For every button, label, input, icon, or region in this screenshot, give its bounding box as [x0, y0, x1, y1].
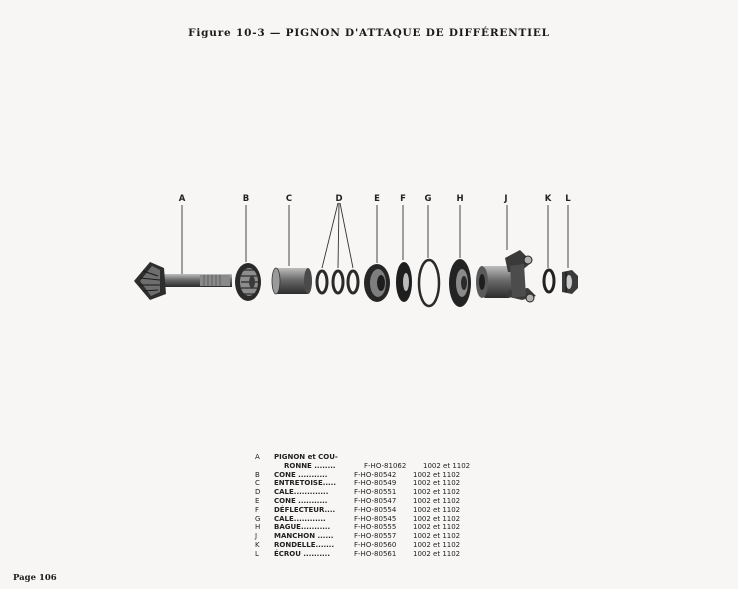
callout-g: G [424, 194, 432, 204]
part-number: F-HO-80560 [354, 540, 397, 549]
part-name: BAGUE........... [274, 523, 331, 532]
part-number: F-HO-80542 [354, 470, 397, 479]
part-d-shims [317, 271, 358, 293]
part-number: F-HO-80547 [354, 496, 397, 505]
part-models: 1002 et 1102 [413, 532, 461, 541]
part-models: 1002 et 1102 [413, 514, 461, 523]
legend-row [255, 550, 483, 559]
part-a-pinion-shaft [134, 262, 232, 300]
part-models: 1002 et 1102 [413, 505, 461, 514]
part-number: F-HO-81062 [364, 461, 407, 470]
callout-e: E [374, 194, 380, 204]
part-letter: E [255, 496, 260, 505]
part-models: 1002 et 1102 [413, 540, 461, 549]
part-name: PIGNON et COU- [274, 453, 338, 461]
part-number: F-HO-80555 [354, 523, 397, 532]
legend-row [255, 471, 483, 480]
part-e-cone [364, 264, 390, 302]
part-models: 1002 et 1102 [413, 470, 461, 479]
callout-l: L [565, 194, 571, 204]
part-b-cone [235, 263, 261, 301]
part-models: 1002 et 1102 [413, 488, 461, 497]
part-name: RONDELLE....... [274, 540, 335, 549]
part-models: 1002 et 1102 [413, 479, 461, 488]
parts-legend [255, 453, 483, 559]
part-models: 1002 et 1102 [423, 461, 471, 470]
legend-row [255, 479, 483, 488]
part-letter: K [255, 540, 260, 549]
part-f-deflector [396, 262, 412, 302]
part-name: CALE............ [274, 514, 326, 523]
legend-row [255, 453, 483, 462]
callout-a: A [178, 194, 186, 204]
part-g-shim [419, 260, 439, 306]
callout-k: K [544, 194, 552, 204]
part-models: 1002 et 1102 [413, 523, 461, 532]
part-letter: G [255, 514, 261, 523]
callout-h: H [456, 194, 464, 204]
callout-c: C [285, 194, 293, 204]
part-letter: J [255, 532, 258, 541]
part-models: 1002 et 1102 [413, 549, 461, 558]
part-letter: C [255, 479, 260, 488]
part-name: DÉFLECTEUR.... [274, 505, 336, 514]
part-number: F-HO-80549 [354, 479, 397, 488]
part-name: CALE............. [274, 488, 329, 497]
part-number: F-HO-80554 [354, 505, 397, 514]
part-letter: B [255, 470, 260, 479]
callout-d: D [335, 194, 343, 204]
legend-row [255, 462, 483, 471]
part-h-ring [449, 259, 471, 307]
part-name: CONE ........... [274, 470, 328, 479]
figure-title: Figure 10-3 — PIGNON D'ATTAQUE DE DIFFÉRENTIEL [188, 27, 550, 39]
part-letter: F [255, 505, 260, 514]
part-c-spacer [272, 268, 312, 294]
part-number: F-HO-80561 [354, 549, 397, 558]
part-letter: L [255, 549, 259, 558]
legend-row [255, 506, 483, 515]
part-models: 1002 et 1102 [413, 496, 461, 505]
callout-b: B [242, 194, 250, 204]
legend-row [255, 532, 483, 541]
part-letter: A [255, 453, 260, 461]
page-number: Page 106 [13, 573, 57, 583]
part-name: ENTRETOISE..... [274, 479, 337, 488]
callout-j: J [504, 194, 508, 204]
legend-row [255, 497, 483, 506]
part-name-continued: RONNE ........ [284, 461, 336, 470]
part-number: F-HO-80551 [354, 488, 397, 497]
part-l-nut [562, 270, 578, 294]
part-j-sleeve [476, 250, 536, 302]
legend-row [255, 488, 483, 497]
part-name: MANCHON ...... [274, 532, 334, 541]
part-name: ÉCROU .......... [274, 549, 330, 558]
callout-f: F [400, 194, 406, 204]
part-number: F-HO-80545 [354, 514, 397, 523]
legend-row [255, 523, 483, 532]
legend-row [255, 541, 483, 550]
part-letter: D [255, 488, 261, 497]
legend-row [255, 515, 483, 524]
part-number: F-HO-80557 [354, 532, 397, 541]
part-name: CONE ........... [274, 496, 328, 505]
part-letter: H [255, 523, 261, 532]
part-k-washer [544, 270, 554, 292]
